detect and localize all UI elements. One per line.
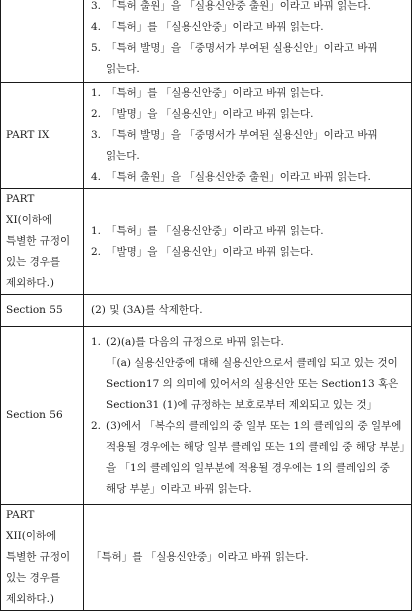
row-content-cell xyxy=(84,83,412,189)
numbered-list xyxy=(91,0,405,80)
row-label-cell: Section 56 xyxy=(1,327,84,505)
row-label-cell: PART XI(이하에 특별한 규정이 있는 경우를 제외하다.) xyxy=(1,189,84,295)
list-item: 3. 「특허 발명」을 「중명서가 부여된 실용신안」이라고 바꿔 읽는다. xyxy=(91,129,378,162)
row-content-cell: 「특허」를 「실용신안중」이라고 바꿔 읽는다. xyxy=(84,505,412,611)
row-content-cell xyxy=(84,0,412,83)
list-item: 4. 「특허 출원」을 「실용신안중 출원」이라고 바꿔 읽는다. xyxy=(91,171,371,183)
list-item: 5. 「특허 발명」을 「중명서가 부여된 실용신안」이라고 바꿔 읽는다. xyxy=(91,42,378,75)
table-row xyxy=(1,327,412,505)
row-content-cell xyxy=(84,189,412,295)
table-row xyxy=(1,295,412,327)
row-label-cell: PART IX xyxy=(1,83,84,189)
list-item: 2. 「발명」을 「실용신안」이라고 바꿔 읽는다. xyxy=(91,108,314,120)
quoted-provision: 「(a) 실용신안중에 대해 실용신안으로서 클레임 되고 있는 것이 Section17 의 의미에 있어서의 실용신안 또는 Section13 혹은 Section31 (1)에 규정하는 보호로부터 제외되고 있는 것」 xyxy=(106,356,399,411)
list-item: 4. 「특허」를 「실용신안중」이라고 바꿔 읽는다. xyxy=(91,21,324,33)
row-content-cell xyxy=(84,327,412,505)
table-row xyxy=(1,505,412,611)
numbered-list xyxy=(91,221,405,263)
list-item: 1. 「특허」를 「실용신안중」이라고 바꿔 읽는다. xyxy=(91,224,324,237)
table-row xyxy=(1,0,412,83)
row-label-cell: Section 55 xyxy=(1,295,84,327)
table-row xyxy=(1,83,412,189)
row-label-cell: PART XII(이하에 특별한 규정이 있는 경우를 제외하다.) xyxy=(1,505,84,611)
list-item: 2. 「발명」을 「실용신안」이라고 바꿔 읽는다. xyxy=(91,245,314,258)
table-row xyxy=(1,189,412,295)
list-item: 2. (3)에서 「복수의 클레임의 중 일부 또는 1의 클레임의 중 일부에 적용될 경우에는 해당 일부 클레임 또는 1의 클레임 중 해당 부분」을 「1의 클레임의 일부분에 적용될 경우에는 1의 클레임의 중 해당 부분」이라고 바꿔 읽는다. xyxy=(91,419,405,495)
list-item: 1. 「특허」를 「실용신안중」이라고 바꿔 읽는다. xyxy=(91,87,324,99)
row-label-cell xyxy=(1,0,84,83)
list-item: 3. 「특허 출원」을 「실용신안중 출원」이라고 바꿔 읽는다. xyxy=(91,0,371,12)
numbered-list xyxy=(91,83,405,188)
list-item: 1. (2)(a)를 다음의 규정으로 바꿔 읽는다. xyxy=(91,335,284,348)
row-content-cell: (2) 및 (3A)를 삭제한다. xyxy=(84,295,412,327)
numbered-list xyxy=(91,332,405,500)
